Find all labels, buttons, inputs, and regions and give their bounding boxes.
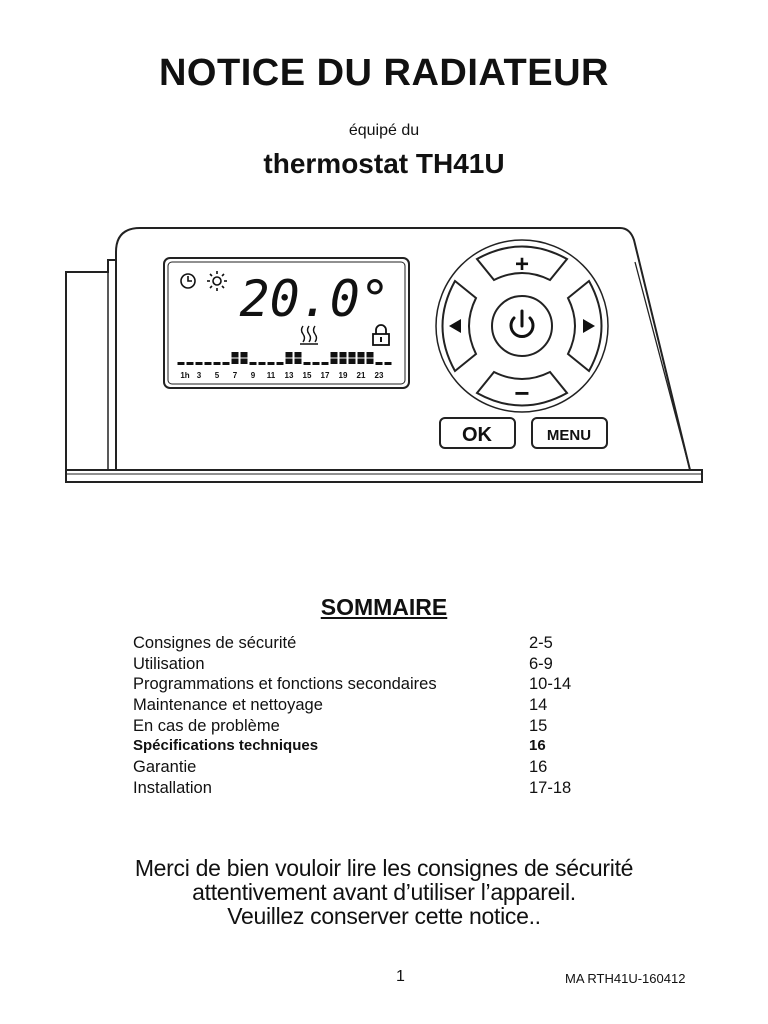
toc-pages: 14 [529, 696, 548, 715]
program-slot [250, 362, 257, 365]
toc-row[interactable] [133, 778, 613, 799]
toc-label: Maintenance et nettoyage [133, 696, 323, 715]
lcd-temperature: 20.0° [239, 270, 390, 328]
lcd-screen [164, 258, 409, 388]
toc-row[interactable] [133, 736, 613, 757]
program-slot [187, 362, 194, 365]
program-slot [313, 362, 320, 365]
hour-label: 7 [232, 371, 238, 380]
minus-label: − [514, 378, 530, 408]
toc-label: Garantie [133, 758, 197, 777]
program-slot [223, 362, 230, 365]
program-slot [259, 362, 266, 365]
document-subtitle: équipé du [348, 122, 420, 139]
notice-line: Merci de bien vouloir lire les consignes de sécurité [134, 855, 634, 881]
hour-label: 3 [196, 371, 202, 380]
base-plate [66, 470, 702, 482]
toc-pages: 15 [529, 716, 548, 735]
hour-label: 15 [302, 371, 312, 380]
toc-label: En cas de problème [133, 716, 280, 735]
thermostat-illustration [60, 222, 710, 492]
hour-label: 21 [356, 371, 366, 380]
table-of-contents [133, 633, 613, 799]
toc-heading: SOMMAIRE [320, 594, 448, 620]
toc-label: Installation [133, 778, 212, 797]
program-slot [205, 362, 212, 365]
program-slot [322, 362, 329, 365]
hour-label: 5 [214, 371, 220, 380]
hour-label: 11 [266, 371, 276, 380]
hour-label: 13 [284, 371, 294, 380]
thermostat-model: thermostat TH41U [263, 148, 505, 179]
toc-row[interactable] [133, 674, 613, 695]
hour-label: 19 [338, 371, 348, 380]
control-pad [436, 240, 608, 412]
plus-label: + [514, 251, 530, 278]
program-slot [214, 362, 221, 365]
hour-label: 1h [180, 371, 190, 380]
hour-label: 23 [374, 371, 384, 380]
hour-label: 9 [250, 371, 256, 380]
toc-pages: 17-18 [529, 778, 572, 797]
program-slot [277, 362, 284, 365]
toc-row[interactable] [133, 633, 613, 654]
program-slot [304, 362, 311, 365]
toc-label: Utilisation [133, 654, 205, 673]
toc-label: Consignes de sécurité [133, 634, 297, 652]
toc-label: Spécifications techniques [133, 737, 319, 755]
toc-row[interactable] [133, 654, 613, 675]
hour-label: 17 [320, 371, 330, 380]
toc-row[interactable] [133, 757, 613, 778]
document-reference: MA RTH41U-160412 [565, 971, 686, 986]
menu-label: MENU [546, 427, 592, 444]
program-slot [268, 362, 275, 365]
toc-label: Programmations et fonctions secondaires [133, 675, 437, 694]
ok-label: OK [462, 424, 492, 446]
safety-notice [0, 856, 768, 928]
toc-pages: 6-9 [529, 654, 553, 673]
notice-line: Veuillez conserver cette notice.. [227, 903, 541, 929]
toc-pages: 16 [529, 737, 546, 755]
toc-row[interactable] [133, 695, 613, 716]
notice-line: attentivement avant d’utiliser l’appareil. [192, 879, 576, 905]
document-title: NOTICE DU RADIATEUR [158, 52, 609, 94]
program-slot [376, 362, 383, 365]
toc-row[interactable] [133, 716, 613, 737]
page-number: 1 [396, 968, 405, 985]
program-slot [385, 362, 392, 365]
toc-pages: 16 [529, 758, 548, 777]
program-slot [178, 362, 185, 365]
toc-pages: 2-5 [529, 634, 553, 652]
toc-pages: 10-14 [529, 675, 572, 694]
program-slot [196, 362, 203, 365]
